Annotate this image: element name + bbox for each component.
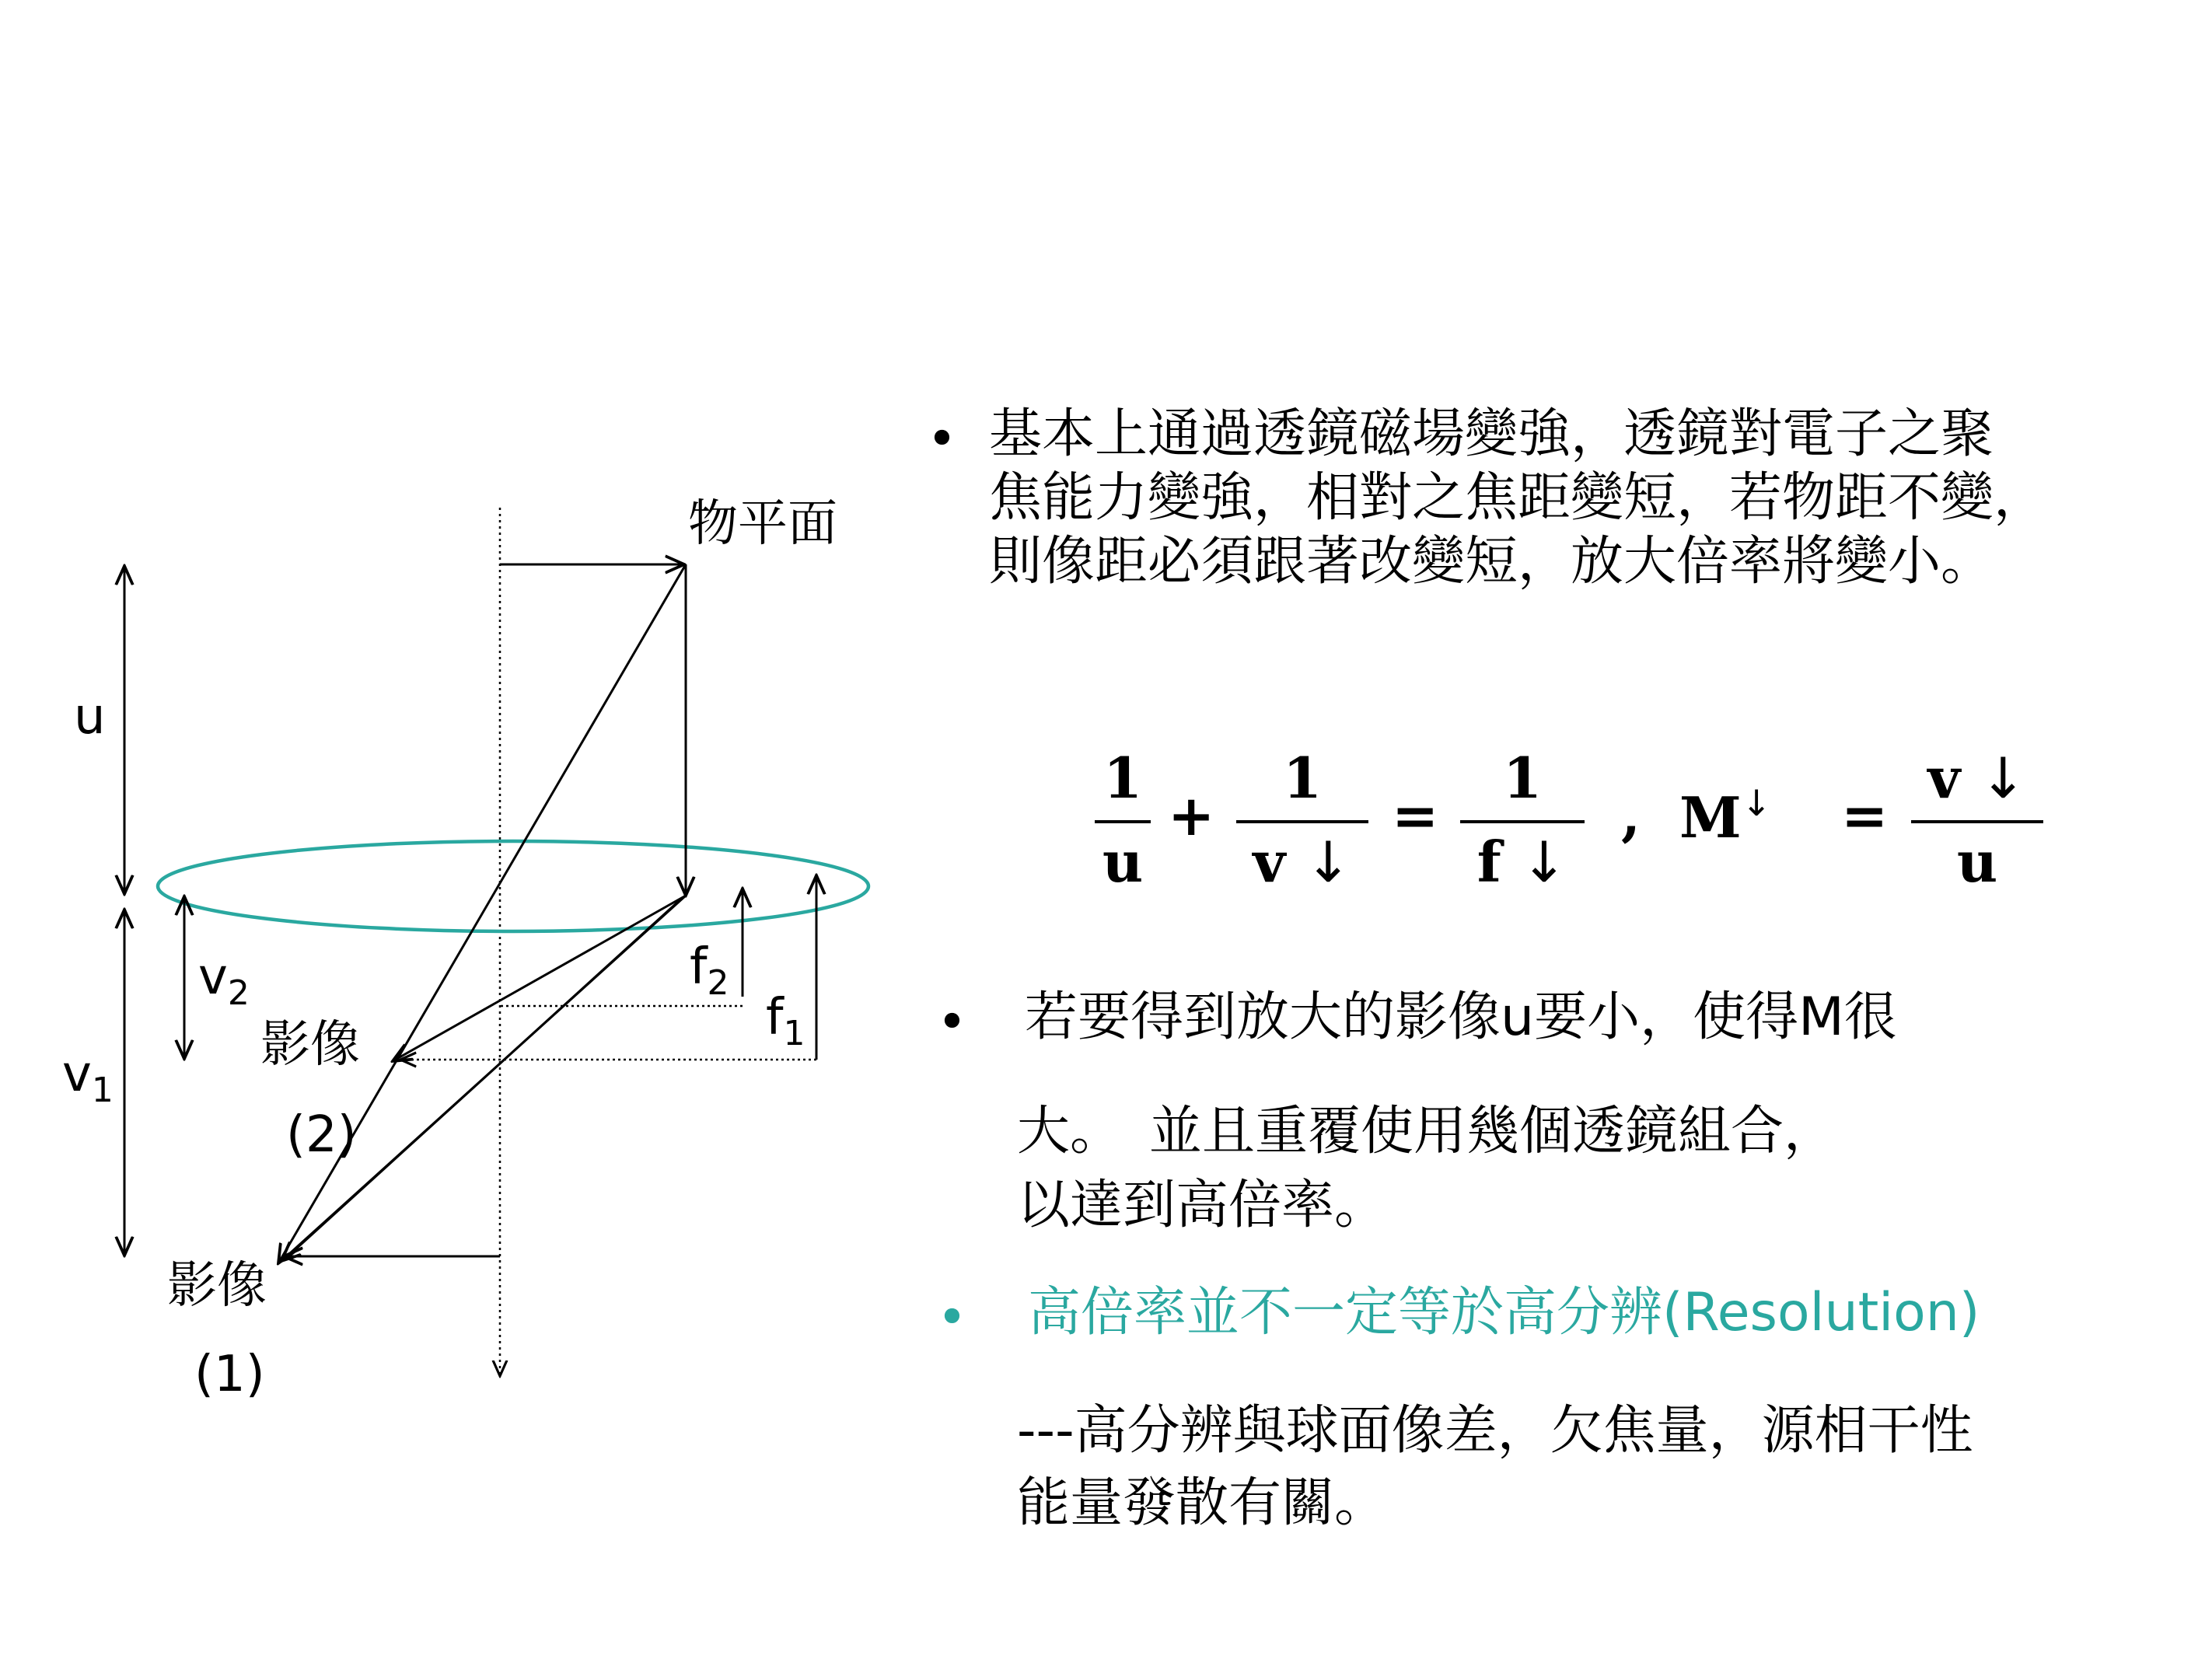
equals-sign: = — [1392, 782, 1439, 848]
paragraph4-line2: 能量發散有關。 — [1017, 1472, 1388, 1534]
plus-sign: + — [1168, 782, 1215, 848]
v1-label-main: v — [62, 1046, 92, 1103]
frac1-denominator: u — [1102, 829, 1144, 895]
down-arrow-icon: ↓ — [1980, 746, 2027, 811]
v2-label-sub: 2 — [227, 973, 250, 1013]
v1-label-sub: 1 — [91, 1070, 114, 1110]
f1-label-main: f — [766, 989, 784, 1046]
paragraph4-line1: ---高分辨與球面像差，欠焦量，源相干性 — [1017, 1400, 1973, 1462]
paragraph1-line2: 焦能力變強，相對之焦距變短，若物距不變， — [989, 467, 2047, 529]
frac2-numerator: 1 — [1282, 745, 1323, 811]
fraction-v-over-u — [1911, 745, 2043, 895]
v2-label-main: v — [198, 948, 228, 1006]
paragraph2-line3: 以達到高倍率。 — [1017, 1175, 1388, 1236]
image2-label: 影像 — [260, 1016, 360, 1074]
down-arrow-icon: ↓ — [1305, 830, 1352, 895]
frac1-numerator: 1 — [1103, 745, 1143, 811]
lens-ray-diagram — [0, 0, 894, 1438]
frac3-numerator: 1 — [1502, 745, 1543, 811]
f1-label — [766, 989, 805, 1053]
paragraph1-line3: 則像距必須跟著改變短，放大倍率將變小。 — [989, 531, 1994, 592]
paragraph3-line1: 高倍率並不一定等於高分辨(Resolution) — [1028, 1282, 1980, 1343]
image1-tag: (1) — [194, 1346, 265, 1403]
image1-label: 影像 — [167, 1257, 267, 1315]
f2-label-main: f — [690, 938, 708, 996]
fraction-1-over-u — [1095, 745, 1151, 895]
bullet-2: • — [937, 992, 967, 1052]
down-arrow-icon: ↓ — [1520, 830, 1568, 895]
bullet-1: • — [927, 409, 957, 469]
equation-comma: , — [1621, 782, 1641, 848]
ray-to-image2 — [393, 896, 686, 1061]
paragraph1-line1: 基本上通過透鏡磁場變強，透鏡對電子之聚 — [989, 403, 1994, 465]
equals-sign-2: = — [1841, 782, 1889, 848]
frac4-denominator: u — [1956, 829, 1998, 895]
f2-label — [690, 938, 729, 1003]
f1-label-sub: 1 — [783, 1014, 805, 1053]
fraction-1-over-f — [1460, 745, 1585, 895]
frac2-denominator: v — [1253, 829, 1286, 895]
v2-label — [198, 948, 250, 1013]
down-arrow-icon: ↓ — [1741, 782, 1772, 824]
m-symbol: M — [1679, 784, 1742, 850]
lens-ellipse — [158, 841, 868, 931]
object-plane-label: 物平面 — [688, 495, 837, 553]
paragraph2-line2: 大。 並且重覆使用幾個透鏡組合， — [1017, 1101, 1837, 1162]
v1-label — [62, 1046, 114, 1110]
frac3-denominator: f — [1476, 829, 1501, 895]
fraction-1-over-v — [1236, 745, 1368, 895]
frac4-numerator: v — [1927, 745, 1961, 811]
f2-label-sub: 2 — [707, 963, 729, 1003]
magnification-symbol — [1679, 782, 1772, 850]
image2-tag: (2) — [286, 1106, 357, 1164]
bullet-3: • — [937, 1287, 967, 1347]
ray-to-image1-b — [286, 902, 678, 1258]
u-label: u — [74, 688, 106, 746]
paragraph2-line1: 若要得到放大的影像u要小，使得M很 — [1025, 987, 1897, 1048]
